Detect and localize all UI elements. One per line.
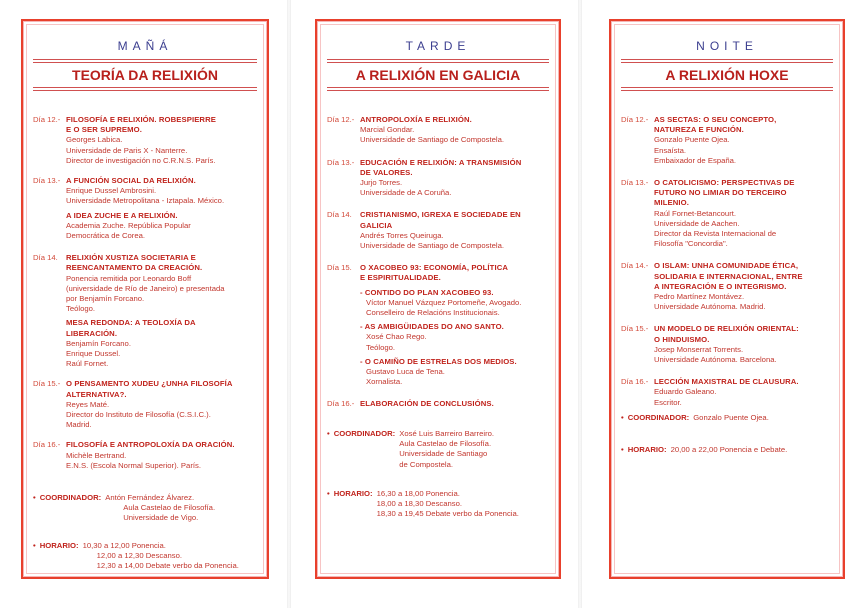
entry-day: Día 14.: [33, 253, 58, 263]
talk-title-line: DE VALORES.: [360, 167, 413, 177]
speaker-line: Benjamín Forcano.: [66, 338, 131, 348]
coordinator-values: [693, 413, 769, 423]
talk-title-line: FILOSOFÍA E ANTROPOLOXÍA DA ORACIÓN.: [66, 440, 235, 450]
coordinator-values: [105, 493, 215, 524]
entry-day: Día 12.-: [327, 115, 355, 124]
program-entry: [621, 324, 833, 365]
program-entry: [621, 261, 833, 312]
program-entry: [33, 379, 257, 430]
talk-title-line: A FUNCIÓN SOCIAL DA RELIXIÓN.: [66, 176, 196, 186]
speaker-line: Filosofía "Concordia".: [654, 239, 728, 249]
coordinator-block: [621, 413, 833, 423]
talk-title-line: ELABORACIÓN DE CONCLUSIÓNS.: [360, 399, 494, 409]
talk-title-line: - AS AMBIGÜIDADES DO ANO SANTO.: [360, 322, 504, 332]
talk-title-line: O PENSAMENTO XUDEU ¿UNHA FILOSOFÍA: [66, 379, 233, 389]
talk-block: [66, 318, 257, 369]
fold-line-right: [578, 0, 582, 608]
title-rule-top-2: [33, 62, 257, 63]
heading-rule-bottom: [33, 87, 257, 88]
talk-block: [360, 399, 549, 409]
schedule-label-wrap: [621, 445, 671, 455]
speaker-line: Georges Labica.: [66, 135, 123, 145]
program-entry: [33, 176, 257, 241]
talk-block: [360, 322, 549, 353]
talk-title-line: - O CAMIÑO DE ESTRELAS DOS MEDIOS.: [360, 356, 517, 366]
entry-body: [66, 440, 257, 471]
program-entry: [327, 210, 549, 251]
title-rule-top-2: [621, 62, 833, 63]
entry-day: Día 15.-: [33, 379, 61, 389]
speaker-line: Conselleiro de Relacións Institucionais.: [366, 308, 500, 318]
heading-rule-bottom: [327, 87, 549, 88]
program-entry: [327, 399, 549, 409]
speaker-line: Escritor.: [654, 397, 682, 407]
speaker-line: por Benjamín Forcano.: [66, 294, 145, 304]
schedule-line: 12,00 a 12,30 Descanso.: [96, 551, 183, 561]
program-list: [327, 115, 549, 410]
talk-title-line: FILOSOFÍA E RELIXIÓN. ROBESPIERRE: [66, 115, 216, 124]
panel-title: TARDE: [405, 39, 471, 53]
speaker-line: Jurjo Torres.: [360, 178, 403, 188]
schedule-values: [671, 445, 788, 455]
talk-block: [654, 324, 833, 365]
panel-heading: A RELIXIÓN EN GALICIA: [355, 67, 521, 83]
speaker-line: Enrique Dussel Ambrosini.: [66, 186, 157, 196]
program-entry: [327, 158, 549, 199]
speaker-line: Universidade de A Coruña.: [360, 188, 452, 198]
talk-block: [66, 211, 257, 242]
entry-day: Día 13.-: [621, 178, 649, 188]
coordinator-label-wrap: [621, 413, 693, 423]
talk-block: [360, 263, 549, 283]
panel-night: [609, 19, 845, 579]
speaker-line: Raúl Fornet.: [66, 359, 109, 369]
talk-title-line: O CATOLICISMO: PERSPECTIVAS DE: [654, 178, 795, 188]
entry-body: [654, 178, 833, 249]
talk-block: [66, 115, 257, 166]
talk-block: [66, 379, 257, 430]
speaker-line: Ponencia remitida por Leonardo Boff: [66, 273, 192, 283]
fold-line-left: [287, 0, 291, 608]
heading-rule-bottom-2: [327, 90, 549, 91]
entry-body: [654, 324, 833, 365]
coordinator-values: [399, 429, 494, 470]
coordinator-block: [33, 493, 257, 524]
talk-title-line: LIBERACIÓN.: [66, 328, 118, 338]
heading-rule-bottom-2: [621, 90, 833, 91]
coordinator-line: Universidade de Vigo.: [123, 513, 199, 523]
speaker-line: Pedro Martínez Montávez.: [654, 292, 745, 302]
entry-day: Día 16.-: [327, 399, 355, 409]
talk-title-line: MESA REDONDA: A TEOLOXÍA DA: [66, 318, 196, 328]
bullet-icon: •: [327, 429, 330, 438]
talk-title-line: E O SER SUPREMO.: [66, 125, 142, 135]
program-list: [621, 115, 833, 408]
speaker-line: E.N.S. (Escola Normal Superior). París.: [66, 460, 201, 470]
speaker-line: Teólogo.: [366, 342, 396, 352]
talk-block: [66, 253, 257, 314]
program-list: [33, 115, 257, 471]
talk-title-line: ANTROPOLOXÍA E RELIXIÓN.: [360, 115, 472, 124]
speaker-line: Universidade Metropolitana - Iztapala. México.: [66, 196, 225, 206]
schedule-label: HORARIO:: [39, 541, 79, 550]
entry-body: [654, 377, 833, 408]
coordinator-line: Antón Fernández Álvarez.: [105, 493, 195, 502]
coordinator-label: COORDINADOR:: [627, 413, 690, 422]
talk-title-line: A INTEGRACIÓN E O INTEGRISMO.: [654, 281, 787, 291]
coordinator-line: Gonzalo Puente Ojea.: [693, 413, 769, 422]
coordinator-label-wrap: [33, 493, 105, 524]
coordinator-label: COORDINADOR:: [39, 493, 102, 502]
talk-title-line: RELIXIÓN XUSTIZA SOCIETARIA E: [66, 253, 196, 263]
entry-day: Día 14.: [327, 210, 352, 220]
entry-day: Día 15.-: [621, 324, 649, 334]
speaker-line: Universidade Autónoma. Barcelona.: [654, 355, 777, 365]
entry-body: [360, 158, 549, 199]
coordinator-label: COORDINADOR:: [333, 429, 396, 438]
coordinator-line: de Compostela.: [399, 459, 454, 469]
program-entry: [33, 440, 257, 471]
talk-title-line: NATUREZA E FUNCIÓN.: [654, 125, 744, 135]
program-entry: [327, 115, 549, 146]
speaker-line: Universidade Autónoma. Madrid.: [654, 302, 766, 312]
bullet-icon: •: [327, 489, 330, 498]
coordinator-line: Aula Castelao de Filosofía.: [123, 503, 216, 513]
bullet-icon: •: [621, 445, 624, 454]
speaker-line: Reyes Maté.: [66, 399, 110, 409]
entry-body: [66, 253, 257, 369]
title-rule-top: [621, 59, 833, 60]
speaker-line: Universidade de Aachen.: [654, 218, 740, 228]
talk-title-line: ALTERNATIVA?.: [66, 389, 127, 399]
schedule-label-wrap: [327, 489, 377, 520]
entry-body: [360, 210, 549, 251]
entry-body: [360, 399, 549, 409]
schedule-label: HORARIO:: [333, 489, 373, 498]
speaker-line: Xornalista.: [366, 377, 403, 387]
talk-block: [654, 115, 833, 166]
speaker-line: Director de investigación no C.R.N.S. París.: [66, 155, 216, 165]
coordinator-line: Universidade de Santiago: [399, 449, 488, 459]
speaker-line: Universidade de Santiago de Compostela.: [360, 135, 505, 145]
entry-day: Día 12.-: [33, 115, 61, 124]
heading-rule-bottom: [621, 87, 833, 88]
speaker-line: Director da Revista Internacional de: [654, 229, 777, 239]
schedule-label-wrap: [33, 541, 83, 572]
title-rule-top: [327, 59, 549, 60]
talk-title-line: MILENIO.: [654, 198, 689, 208]
entry-day: Día 13.-: [33, 176, 61, 186]
schedule-line: 20,00 a 22,00 Ponencia e Debate.: [670, 445, 788, 454]
schedule-block: [621, 445, 833, 455]
entry-day: Día 15.: [327, 263, 352, 273]
talk-block: [654, 178, 833, 249]
speaker-line: Ensaísta.: [654, 145, 687, 155]
schedule-block: [33, 541, 257, 572]
speaker-line: (universidade de Río de Janeiro) e presentada: [66, 283, 225, 293]
panel-title: NOITE: [696, 39, 758, 53]
schedule-line: 18,30 a 19,45 Debate verbo da Ponencia.: [376, 509, 519, 519]
entry-day: Día 16.-: [621, 377, 649, 387]
speaker-line: Andrés Torres Queiruga.: [360, 230, 444, 240]
talk-block: [360, 115, 549, 146]
speaker-line: Víctor Manuel Vázquez Portomeñe, Avogado.: [366, 297, 522, 307]
speaker-line: Raúl Fornet-Betancourt.: [654, 208, 737, 218]
coordinator-block: [327, 429, 549, 470]
coordinator-line: Xosé Luis Barreiro Barreiro.: [399, 429, 495, 438]
schedule-block: [327, 489, 549, 520]
schedule-line: 16,30 a 18,00 Ponencia.: [376, 489, 460, 498]
entry-body: [654, 115, 833, 166]
entry-body: [66, 115, 257, 166]
talk-title-line: SOLIDARIA E INTERNACIONAL, ENTRE: [654, 271, 803, 281]
entry-body: [360, 263, 549, 387]
talk-title-line: FUTURO NO LIMIAR DO TERCEIRO: [654, 188, 787, 198]
coordinator-label-wrap: [327, 429, 399, 470]
bullet-icon: •: [33, 541, 36, 550]
talk-title-line: REENCANTAMENTO DA CREACIÓN.: [66, 263, 203, 273]
entry-day: Día 12.-: [621, 115, 649, 124]
talk-title-line: GALICIA: [360, 220, 393, 230]
entry-day: Día 13.-: [327, 157, 355, 167]
speaker-line: Josep Monserrat Torrents.: [654, 344, 744, 354]
schedule-values: [377, 489, 519, 520]
panel-afternoon: [315, 19, 561, 579]
bullet-icon: •: [33, 493, 36, 502]
speaker-line: Democrática de Corea.: [66, 231, 146, 241]
talk-title-line: UN MODELO DE RELIXIÓN ORIENTAL:: [654, 324, 799, 334]
program-entry: [621, 377, 833, 408]
talk-block: [654, 261, 833, 312]
talk-title-line: AS SECTAS: O SEU CONCEPTO,: [654, 115, 777, 124]
talk-block: [66, 176, 257, 207]
talk-title-line: O XACOBEO 93: ECONOMÍA, POLÍTICA: [360, 263, 508, 273]
entry-body: [360, 115, 549, 146]
speaker-line: Marcial Gondar.: [360, 125, 415, 135]
speaker-line: Michèle Bertrand.: [66, 450, 127, 460]
panel-heading: TEORÍA DA RELIXIÓN: [72, 67, 218, 83]
speaker-line: Enrique Dussel.: [66, 349, 121, 359]
speaker-line: Universidade de Paris X - Nanterre.: [66, 145, 188, 155]
panel-heading: A RELIXIÓN HOXE: [665, 67, 789, 83]
talk-title-line: E ESPIRITUALIDADE.: [360, 273, 441, 283]
entry-day: Día 14.-: [621, 261, 649, 271]
title-rule-top: [33, 59, 257, 60]
panel-title: MAÑÁ: [117, 39, 173, 53]
coordinator-line: Aula Castelao de Filosofía.: [399, 439, 492, 449]
talk-block: [66, 440, 257, 471]
talk-block: [360, 288, 549, 319]
program-entry: [33, 253, 257, 369]
schedule-line: 12,30 a 14,00 Debate verbo da Ponencia.: [96, 561, 239, 571]
schedule-line: 10,30 a 12,00 Ponencia.: [82, 541, 166, 550]
speaker-line: Eduardo Galeano.: [654, 387, 717, 397]
entry-day: Día 16.-: [33, 440, 61, 450]
program-entry: [621, 115, 833, 166]
entry-body: [66, 176, 257, 241]
speaker-line: Academia Zuche. República Popular: [66, 220, 191, 230]
speaker-line: Gustavo Luca de Tena.: [366, 367, 445, 377]
speaker-line: Universidade de Santiago de Compostela.: [360, 241, 505, 251]
talk-block: [360, 357, 549, 388]
schedule-label: HORARIO:: [627, 445, 667, 454]
talk-title-line: O ISLAM: UNHA COMUNIDADE ÉTICA,: [654, 261, 799, 271]
program-entry: [621, 178, 833, 249]
schedule-values: [83, 541, 239, 572]
entry-body: [654, 261, 833, 312]
speaker-line: Embaixador de España.: [654, 155, 737, 165]
schedule-line: 18,00 a 18,30 Descanso.: [376, 499, 463, 509]
panel-morning: [21, 19, 269, 579]
talk-title-line: EDUCACIÓN E RELIXIÓN: A TRANSMISIÓN: [360, 157, 522, 167]
heading-rule-bottom-2: [33, 90, 257, 91]
talk-title-line: A IDEA ZUCHE E A RELIXIÓN.: [66, 210, 178, 220]
entry-body: [66, 379, 257, 430]
speaker-line: Madrid.: [66, 420, 92, 430]
title-rule-top-2: [327, 62, 549, 63]
talk-title-line: LECCIÓN MAXISTRAL DE CLAUSURA.: [654, 377, 799, 387]
speaker-line: Teólogo.: [66, 304, 96, 314]
talk-title-line: O HINDUISMO.: [654, 334, 710, 344]
program-entry: [33, 115, 257, 166]
talk-block: [360, 158, 549, 199]
speaker-line: Gonzalo Puente Ojea.: [654, 135, 730, 145]
talk-title-line: - CONTIDO DO PLAN XACOBEO 93.: [360, 287, 494, 297]
program-entry: [327, 263, 549, 387]
talk-block: [360, 210, 549, 251]
talk-block: [654, 377, 833, 408]
talk-title-line: CRISTIANISMO, IGREXA E SOCIEDADE EN: [360, 210, 521, 220]
bullet-icon: •: [621, 413, 624, 422]
speaker-line: Xosé Chao Rego.: [366, 332, 427, 342]
speaker-line: Director do Instituto de Filosofía (C.S.I.C.).: [66, 410, 211, 420]
